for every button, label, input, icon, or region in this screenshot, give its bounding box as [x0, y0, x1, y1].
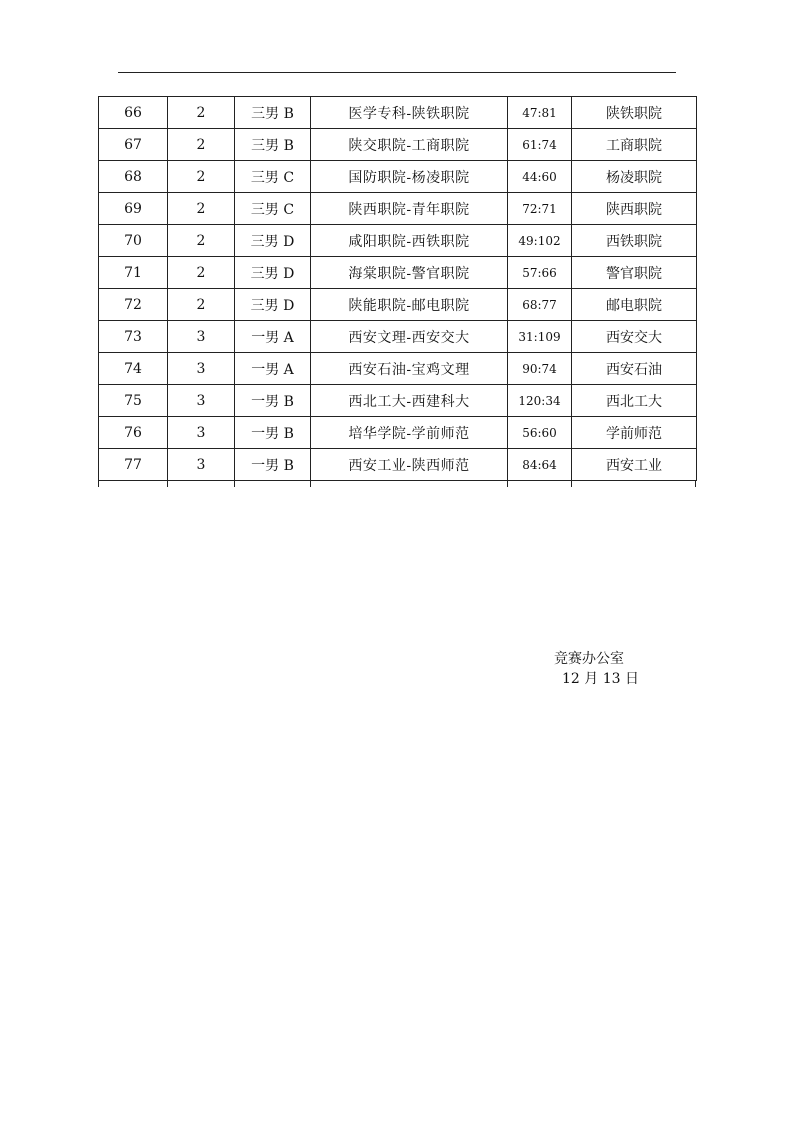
- cell-match: 西安工业-陕西师范: [311, 449, 508, 481]
- issue-date: 12 月 13 日: [562, 671, 639, 687]
- cell-winner: 警官职院: [572, 257, 697, 289]
- cell-match: 咸阳职院-西铁职院: [311, 225, 508, 257]
- cell-score: 68:77: [508, 289, 572, 321]
- cell-group: 三男 D: [235, 257, 311, 289]
- cell-round: 2: [168, 161, 235, 193]
- table-row: [99, 289, 697, 321]
- cell-winner: 西铁职院: [572, 225, 697, 257]
- cell-winner: 邮电职院: [572, 289, 697, 321]
- cell-round: 2: [168, 129, 235, 161]
- cell-round: 3: [168, 385, 235, 417]
- cell-group: 三男 B: [235, 129, 311, 161]
- cell-game-number: 74: [99, 353, 168, 385]
- cell-match: 医学专科-陕铁职院: [311, 97, 508, 129]
- cell-game-number: 77: [99, 449, 168, 481]
- cell-match: 陕交职院-工商职院: [311, 129, 508, 161]
- cell-game-number: 71: [99, 257, 168, 289]
- table-row: [99, 449, 697, 481]
- cell-match: 西安文理-西安交大: [311, 321, 508, 353]
- cell-round: 2: [168, 97, 235, 129]
- cell-group: 一男 B: [235, 417, 311, 449]
- cell-match: 西北工大-西建科大: [311, 385, 508, 417]
- cell-score: 56:60: [508, 417, 572, 449]
- cell-game-number: 69: [99, 193, 168, 225]
- table-row: [99, 225, 697, 257]
- cell-game-number: 75: [99, 385, 168, 417]
- cell-score: 31:109: [508, 321, 572, 353]
- cell-group: 三男 B: [235, 97, 311, 129]
- cell-round: 2: [168, 257, 235, 289]
- cell-group: 三男 C: [235, 193, 311, 225]
- table-row: [99, 417, 697, 449]
- cell-winner: 工商职院: [572, 129, 697, 161]
- table-row: [99, 193, 697, 225]
- table-row: [99, 97, 697, 129]
- table-row: [99, 257, 697, 289]
- cell-round: 2: [168, 193, 235, 225]
- cell-score: 72:71: [508, 193, 572, 225]
- cell-group: 一男 A: [235, 353, 311, 385]
- table-continuation: [98, 481, 696, 487]
- cell-group: 一男 B: [235, 385, 311, 417]
- table-row: [99, 353, 697, 385]
- cell-round: 2: [168, 289, 235, 321]
- cell-winner: 陕西职院: [572, 193, 697, 225]
- table-row: [99, 385, 697, 417]
- cell-round: 2: [168, 225, 235, 257]
- cell-group: 一男 B: [235, 449, 311, 481]
- cell-match: 培华学院-学前师范: [311, 417, 508, 449]
- cell-round: 3: [168, 417, 235, 449]
- cell-score: 47:81: [508, 97, 572, 129]
- cell-score: 57:66: [508, 257, 572, 289]
- cell-winner: 西北工大: [572, 385, 697, 417]
- cell-winner: 西安石油: [572, 353, 697, 385]
- cell-game-number: 66: [99, 97, 168, 129]
- cell-round: 3: [168, 353, 235, 385]
- cell-group: 三男 C: [235, 161, 311, 193]
- cell-game-number: 68: [99, 161, 168, 193]
- results-body: [99, 97, 697, 481]
- cell-score: 84:64: [508, 449, 572, 481]
- cell-winner: 杨凌职院: [572, 161, 697, 193]
- results-table: [98, 96, 697, 481]
- cell-game-number: 73: [99, 321, 168, 353]
- cell-match: 海棠职院-警官职院: [311, 257, 508, 289]
- table-row: [99, 129, 697, 161]
- cell-score: 90:74: [508, 353, 572, 385]
- office-name: 竞赛办公室: [554, 651, 624, 667]
- cell-winner: 西安工业: [572, 449, 697, 481]
- cell-match: 国防职院-杨凌职院: [311, 161, 508, 193]
- cell-game-number: 76: [99, 417, 168, 449]
- cell-score: 44:60: [508, 161, 572, 193]
- cell-game-number: 70: [99, 225, 168, 257]
- cell-match: 西安石油-宝鸡文理: [311, 353, 508, 385]
- cell-group: 三男 D: [235, 225, 311, 257]
- cell-game-number: 72: [99, 289, 168, 321]
- cell-group: 一男 A: [235, 321, 311, 353]
- cell-game-number: 67: [99, 129, 168, 161]
- cell-score: 61:74: [508, 129, 572, 161]
- cell-score: 49:102: [508, 225, 572, 257]
- table-row: [99, 161, 697, 193]
- cell-match: 陕能职院-邮电职院: [311, 289, 508, 321]
- header-rule: [118, 72, 676, 73]
- table-row: [99, 321, 697, 353]
- cell-winner: 陕铁职院: [572, 97, 697, 129]
- cell-winner: 西安交大: [572, 321, 697, 353]
- cell-score: 120:34: [508, 385, 572, 417]
- cell-round: 3: [168, 449, 235, 481]
- cell-group: 三男 D: [235, 289, 311, 321]
- cell-round: 3: [168, 321, 235, 353]
- cell-winner: 学前师范: [572, 417, 697, 449]
- cell-match: 陕西职院-青年职院: [311, 193, 508, 225]
